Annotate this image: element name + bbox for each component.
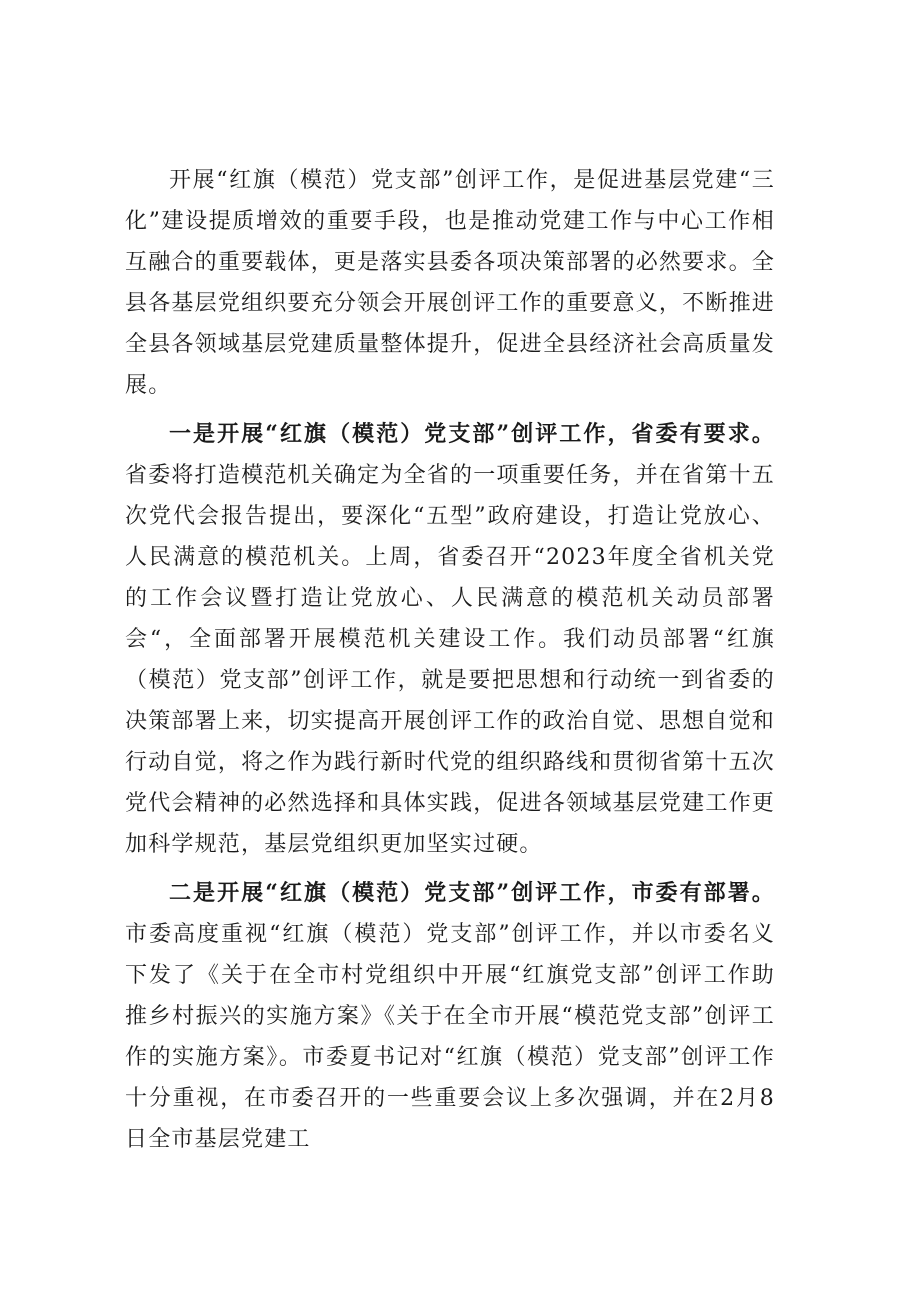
paragraph-lead: 一是开展“红旗（模范）党支部”创评工作，省委有要求。 (169, 421, 775, 447)
paragraph-text: 省委将打造模范机关确定为全省的一项重要任务，并在省第十五次党代会报告提出，要深化“五型”政府建设，打造让党放心、人民满意的模范机关。上周，省委召开“2023年度全省机关党的工作会议暨打造让党放心、人民满意的模范机关动员部署会“，全面部署开展模范机关建设工作。我们动员部署“红旗（模范）党支部”创评工作，就是要把思想和行动统一到省委的决策部署上来，切实提高开展创评工作的政治自觉、思想自觉和行动自觉，将之作为践行新时代党的组织路线和贯彻省第十五次党代会精神的必然选择和具体实践，促进各领域基层党建工作更加科学规范，基层党组织更加坚实过硬。 (125, 463, 775, 857)
document-body (125, 160, 775, 1168)
paragraph-point-one (125, 414, 775, 865)
paragraph-point-two (125, 873, 775, 1160)
paragraph-lead: 二是开展“红旗（模范）党支部”创评工作，市委有部署。 (169, 880, 775, 906)
paragraph-text: 开展“红旗（模范）党支部”创评工作，是促进基层党建“三化”建设提质增效的重要手段，也是推动党建工作与中心工作相互融合的重要载体，更是落实县委各项决策部署的必然要求。全县各基层党组织要充分领会开展创评工作的重要意义，不断推进全县各领域基层党建质量整体提升，促进全县经济社会高质量发展。 (125, 168, 775, 398)
paragraph-intro (125, 160, 775, 406)
paragraph-text: 市委高度重视“红旗（模范）党支部”创评工作，并以市委名义下发了《关于在全市村党组织中开展“红旗党支部”创评工作助推乡村振兴的实施方案》《关于在全市开展“模范党支部”创评工作的实施方案》。市委夏书记对“红旗（模范）党支部”创评工作十分重视，在市委召开的一些重要会议上多次强调，并在2月8日全市基层党建工 (125, 922, 775, 1152)
